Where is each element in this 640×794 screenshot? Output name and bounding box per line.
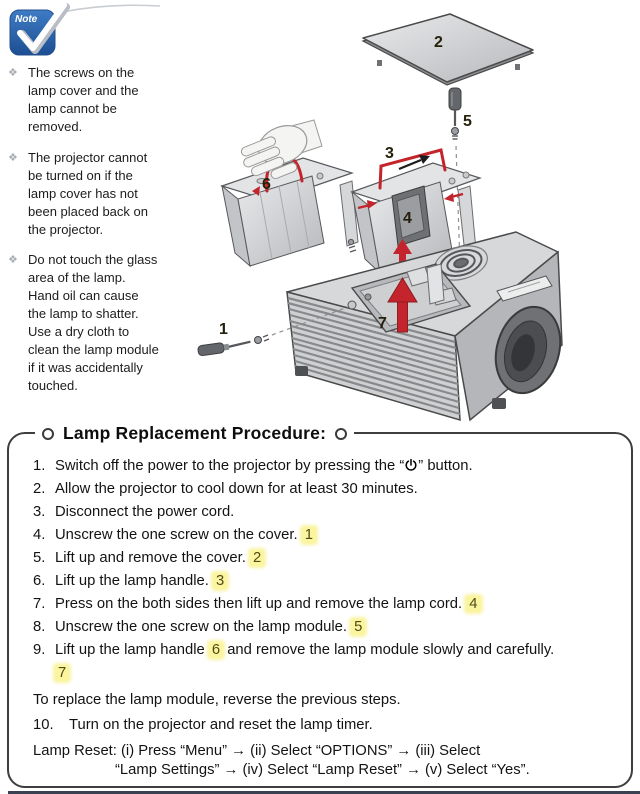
step-ref-number: 4: [466, 596, 480, 612]
step-number: 1.: [33, 458, 46, 474]
procedure-step: [33, 616, 619, 639]
note-text: The projector cannot be turned on if the lamp cover has not been placed back on the projector.: [28, 149, 148, 237]
procedure-step: [33, 524, 619, 547]
note-icon-label: Note: [15, 14, 38, 25]
ring-icon: [42, 428, 54, 440]
procedure-step: [33, 547, 619, 570]
procedure-box: [7, 423, 633, 788]
callout-6: 6: [262, 176, 271, 193]
step-number: 7.: [33, 596, 46, 612]
callout-4: 4: [403, 210, 412, 227]
procedure-title-text: Lamp Replacement Procedure:: [63, 423, 327, 443]
projector-foot: [295, 366, 308, 376]
power-icon: [404, 458, 418, 474]
note-panel: [8, 2, 186, 408]
diamond-bullet-icon: ❖: [8, 67, 18, 79]
step-text: Unscrew the one screw on the cover. 1: [55, 524, 611, 547]
callout-7: 7: [378, 315, 387, 332]
procedure-title: [35, 420, 354, 447]
step-number: 4.: [33, 527, 46, 543]
step-ref-number: 7: [55, 665, 69, 681]
callout-1: 1: [219, 321, 228, 338]
step-text: Turn on the projector and reset the lamp timer.: [69, 717, 373, 733]
procedure-step: [33, 593, 619, 616]
procedure-step: [33, 455, 619, 478]
lamp-cover-plate: [363, 14, 533, 85]
diamond-bullet-icon: ❖: [8, 254, 18, 267]
procedure-steps: [9, 455, 631, 685]
diamond-bullet-icon: ❖: [8, 151, 18, 164]
step-number: 10.: [33, 717, 54, 733]
procedure-step: [33, 501, 619, 524]
note-item: [8, 251, 186, 395]
step-text: Switch off the power to the projector by pressing the “ ” button.: [55, 458, 473, 474]
lamp-reset-instructions: [33, 742, 631, 780]
note-check-icon: [8, 2, 178, 60]
step-ref-number: 3: [213, 573, 227, 589]
step-text: Lift up and remove the cover. 2: [55, 547, 611, 570]
step-text: Lift up the lamp handle. 3: [55, 570, 611, 593]
lamp-reset-line2: “Lamp Settings” → (iv) Select “Lamp Reset” → (v) Select “Yes”.: [115, 762, 530, 778]
lamp-module-left: [222, 119, 358, 266]
reverse-note: To replace the lamp module, reverse the previous steps.: [33, 692, 401, 708]
procedure-step: [33, 570, 619, 593]
note-text: Do not touch the glass area of the lamp. Hand oil can cause the lamp to shatter. Use a dry cloth to clean the lamp module if it was accidentally touched.: [28, 252, 159, 393]
red-arrow-icon: [444, 193, 454, 202]
note-text: The screws on the lamp cover and the lamp cannot be removed.: [28, 65, 139, 134]
step-text: Disconnect the power cord.: [55, 504, 235, 520]
callout-3: 3: [385, 145, 394, 162]
step-number: 3.: [33, 504, 46, 520]
callout-2: 2: [434, 34, 443, 51]
procedure-step-10: [33, 715, 631, 736]
step-ref-number: 6: [209, 642, 223, 658]
step-text: Unscrew the one screw on the lamp module. 5: [55, 616, 611, 639]
step-text: Press on the both sides then lift up and remove the lamp cord. 4: [55, 593, 611, 616]
projector-body: [287, 232, 570, 420]
procedure-step: [33, 639, 619, 685]
step-ref-number: 1: [302, 527, 316, 543]
note-item: [8, 64, 186, 136]
callout-5: 5: [463, 113, 472, 130]
step-ref-number: 5: [351, 619, 365, 635]
step-text: Allow the projector to cool down for at least 30 minutes.: [55, 481, 418, 497]
step-number: 9.: [33, 642, 46, 658]
step-number: 2.: [33, 481, 46, 497]
projector-foot: [492, 398, 506, 409]
procedure-step: [33, 478, 619, 501]
step-number: 6.: [33, 573, 46, 589]
step-number: 8.: [33, 619, 46, 635]
step-text: Lift up the lamp handle 6 and remove the lamp module slowly and carefully. 7: [55, 642, 555, 681]
step-ref-number: 2: [250, 550, 264, 566]
note-item: [8, 149, 186, 239]
lamp-reset-line1: Lamp Reset: (i) Press “Menu” → (ii) Select “OPTIONS” → (iii) Select: [33, 743, 481, 759]
ring-icon: [335, 428, 347, 440]
step-number: 5.: [33, 550, 46, 566]
